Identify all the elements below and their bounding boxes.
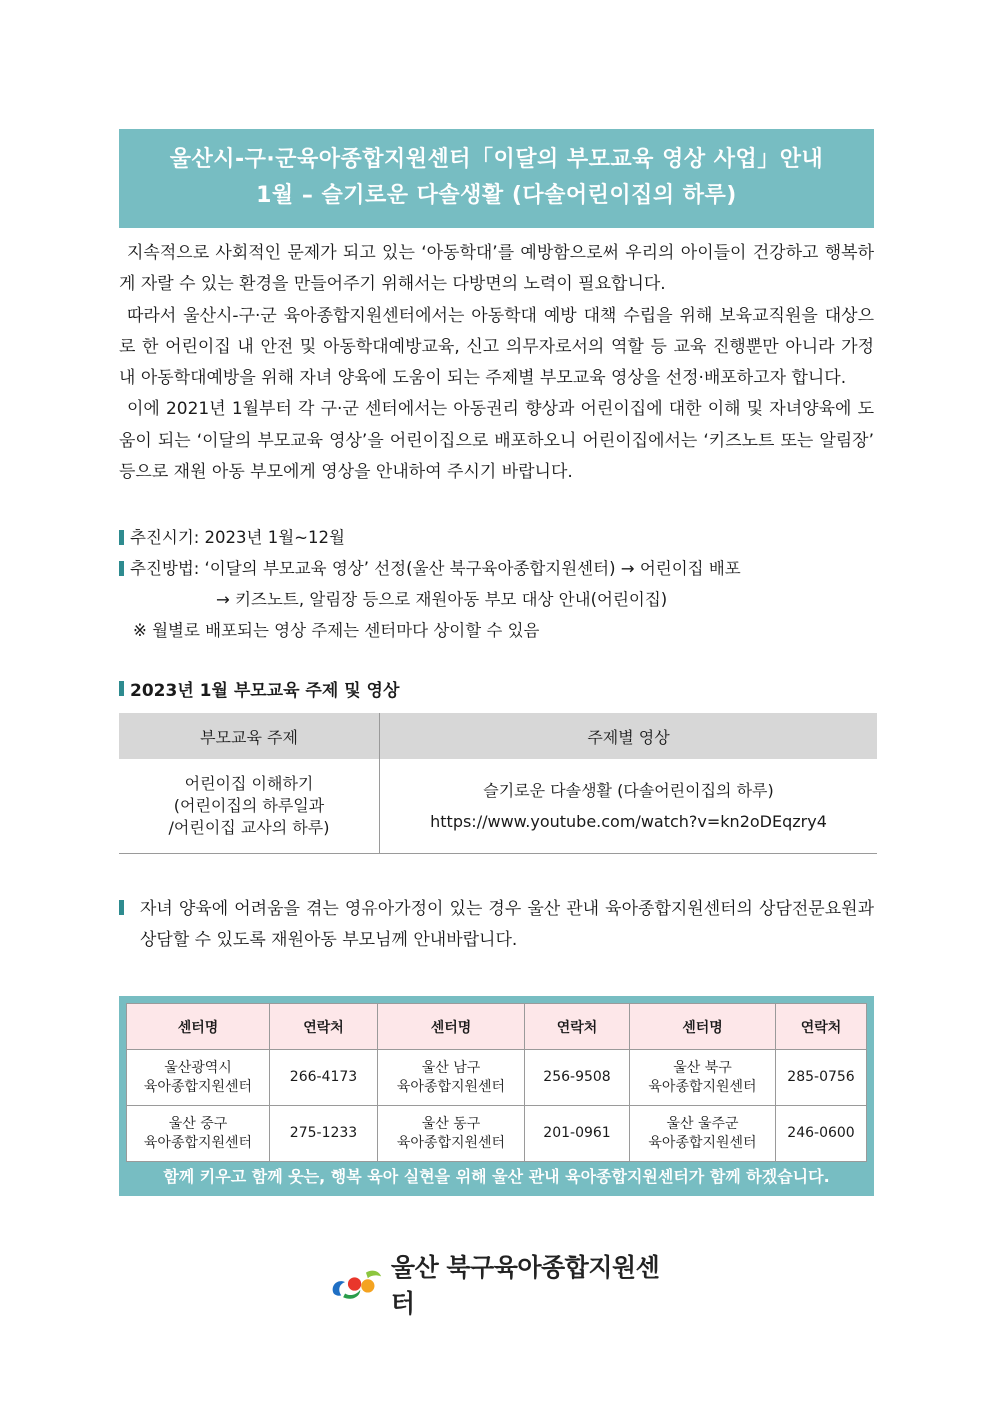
method-item [119, 553, 874, 584]
center-phone: 285-0756 [776, 1050, 867, 1106]
bullet-bar-icon [119, 530, 124, 545]
center-name: 울산 남구 육아종합지원센터 [378, 1050, 525, 1106]
bullet-bar-icon [119, 900, 124, 915]
center-header: 센터명 [127, 1004, 270, 1050]
center-header: 센터명 [378, 1004, 525, 1050]
title-line-2: 1월 – 슬기로운 다솔생활 (다솔어린이집의 하루) [256, 183, 737, 208]
period-item [119, 522, 874, 553]
center-logo [328, 1253, 668, 1318]
table-row [119, 759, 877, 854]
center-name: 울산광역시 육아종합지원센터 [127, 1050, 270, 1106]
intro-paragraph-1: 지속적으로 사회적인 문제가 되고 있는 ‘아동학대’를 예방함으로써 우리의 아이들이 건강하고 행복하게 자랄 수 있는 환경을 만들어주기 위해서는 다방면의 노력이 필요합니다. [119, 243, 874, 295]
bullet-bar-icon [119, 681, 124, 696]
center-name: 울산 중구 육아종합지원센터 [127, 1106, 270, 1162]
center-name: 울산 울주군 육아종합지원센터 [630, 1106, 776, 1162]
table-row [127, 1050, 867, 1106]
notice-text: 자녀 양육에 어려움을 겪는 영유아가정이 있는 경우 울산 관내 육아종합지원센터의 상담전문요원과 상담할 수 있도록 재원아동 부모님께 안내바랍니다. [140, 899, 874, 951]
schedule-list [119, 522, 874, 646]
topic-line: /어린이집 교사의 하루) [168, 818, 330, 838]
center-phone: 201-0961 [525, 1106, 630, 1162]
method-text: 추진방법: ‘이달의 부모교육 영상’ 선정(울산 북구육아종합지원센터) → 어린이집 배포 [130, 559, 741, 579]
topic-column-header: 부모교육 주제 [119, 713, 380, 759]
center-name: 울산 동구 육아종합지원센터 [378, 1106, 525, 1162]
contact-table [126, 1003, 867, 1162]
method-continuation: → 키즈노트, 알림장 등으로 재원아동 부모 대상 안내(어린이집) [216, 590, 668, 610]
phone-header: 연락처 [270, 1004, 378, 1050]
table-row [127, 1106, 867, 1162]
intro-text [119, 238, 874, 488]
center-phone: 256-9508 [525, 1050, 630, 1106]
topic-heading-text: 2023년 1월 부모교육 주제 및 영상 [130, 681, 400, 702]
video-title: 슬기로운 다솔생활 (다솔어린이집의 하루) [483, 781, 774, 801]
topic-cell [119, 759, 380, 854]
video-link[interactable]: https://www.youtube.com/watch?v=kn2oDEqzry4 [430, 812, 827, 832]
document-page [119, 129, 874, 1196]
center-phone: 266-4173 [270, 1050, 378, 1106]
logo-text: 울산 북구육아종합지원센터 [390, 1253, 660, 1318]
video-cell [380, 759, 878, 854]
counseling-notice [119, 894, 874, 956]
schedule-note: ※ 월별로 배포되는 영상 주제는 센터마다 상이할 수 있음 [133, 621, 540, 641]
topic-line: 어린이집 이해하기 [184, 774, 314, 794]
title-banner [119, 129, 874, 228]
intro-paragraph-2: 따라서 울산시-구·군 육아종합지원센터에서는 아동학대 예방 대책 수립을 위해 보육교직원을 대상으로 한 어린이집 내 안전 및 아동학대예방교육, 신고 의무자로서의 역할 등 교육 진행뿐만 아니라 가정 내 아동학대예방을 위해 자녀 양육에 도움이 되는 주제별 부모교육 영상을 선정·배포하고자 합니다. [119, 305, 874, 389]
topic-section-heading [119, 676, 874, 701]
title-line-1: 울산시-구·군육아종합지원센터「이달의 부모교육 영상 사업」안내 [169, 147, 824, 172]
sun-logo-icon [328, 1264, 385, 1304]
topic-table [119, 713, 877, 854]
center-phone: 275-1233 [270, 1106, 378, 1162]
bullet-bar-icon [119, 561, 124, 576]
phone-header: 연락처 [525, 1004, 630, 1050]
period-text: 추진시기: 2023년 1월~12월 [130, 528, 345, 548]
center-name: 울산 북구 육아종합지원센터 [630, 1050, 776, 1106]
topic-line: (어린이집의 하루일과 [173, 796, 325, 816]
contact-box [119, 996, 874, 1196]
intro-paragraph-3: 이에 2021년 1월부터 각 구·군 센터에서는 아동권리 향상과 어린이집에 대한 이해 및 자녀양육에 도움이 되는 ‘이달의 부모교육 영상’을 어린이집으로 배포하오니 어린이집에서는 ‘키즈노트 또는 알림장’ 등으로 재원 아동 부모에게 영상을 안내하여 주시기 바랍니다. [119, 399, 874, 483]
center-header: 센터명 [630, 1004, 776, 1050]
contact-footer: 함께 키우고 함께 웃는, 행복 육아 실현을 위해 울산 관내 육아종합지원센터가 함께 하겠습니다. [163, 1167, 830, 1187]
center-phone: 246-0600 [776, 1106, 867, 1162]
video-column-header: 주제별 영상 [380, 713, 878, 759]
phone-header: 연락처 [776, 1004, 867, 1050]
